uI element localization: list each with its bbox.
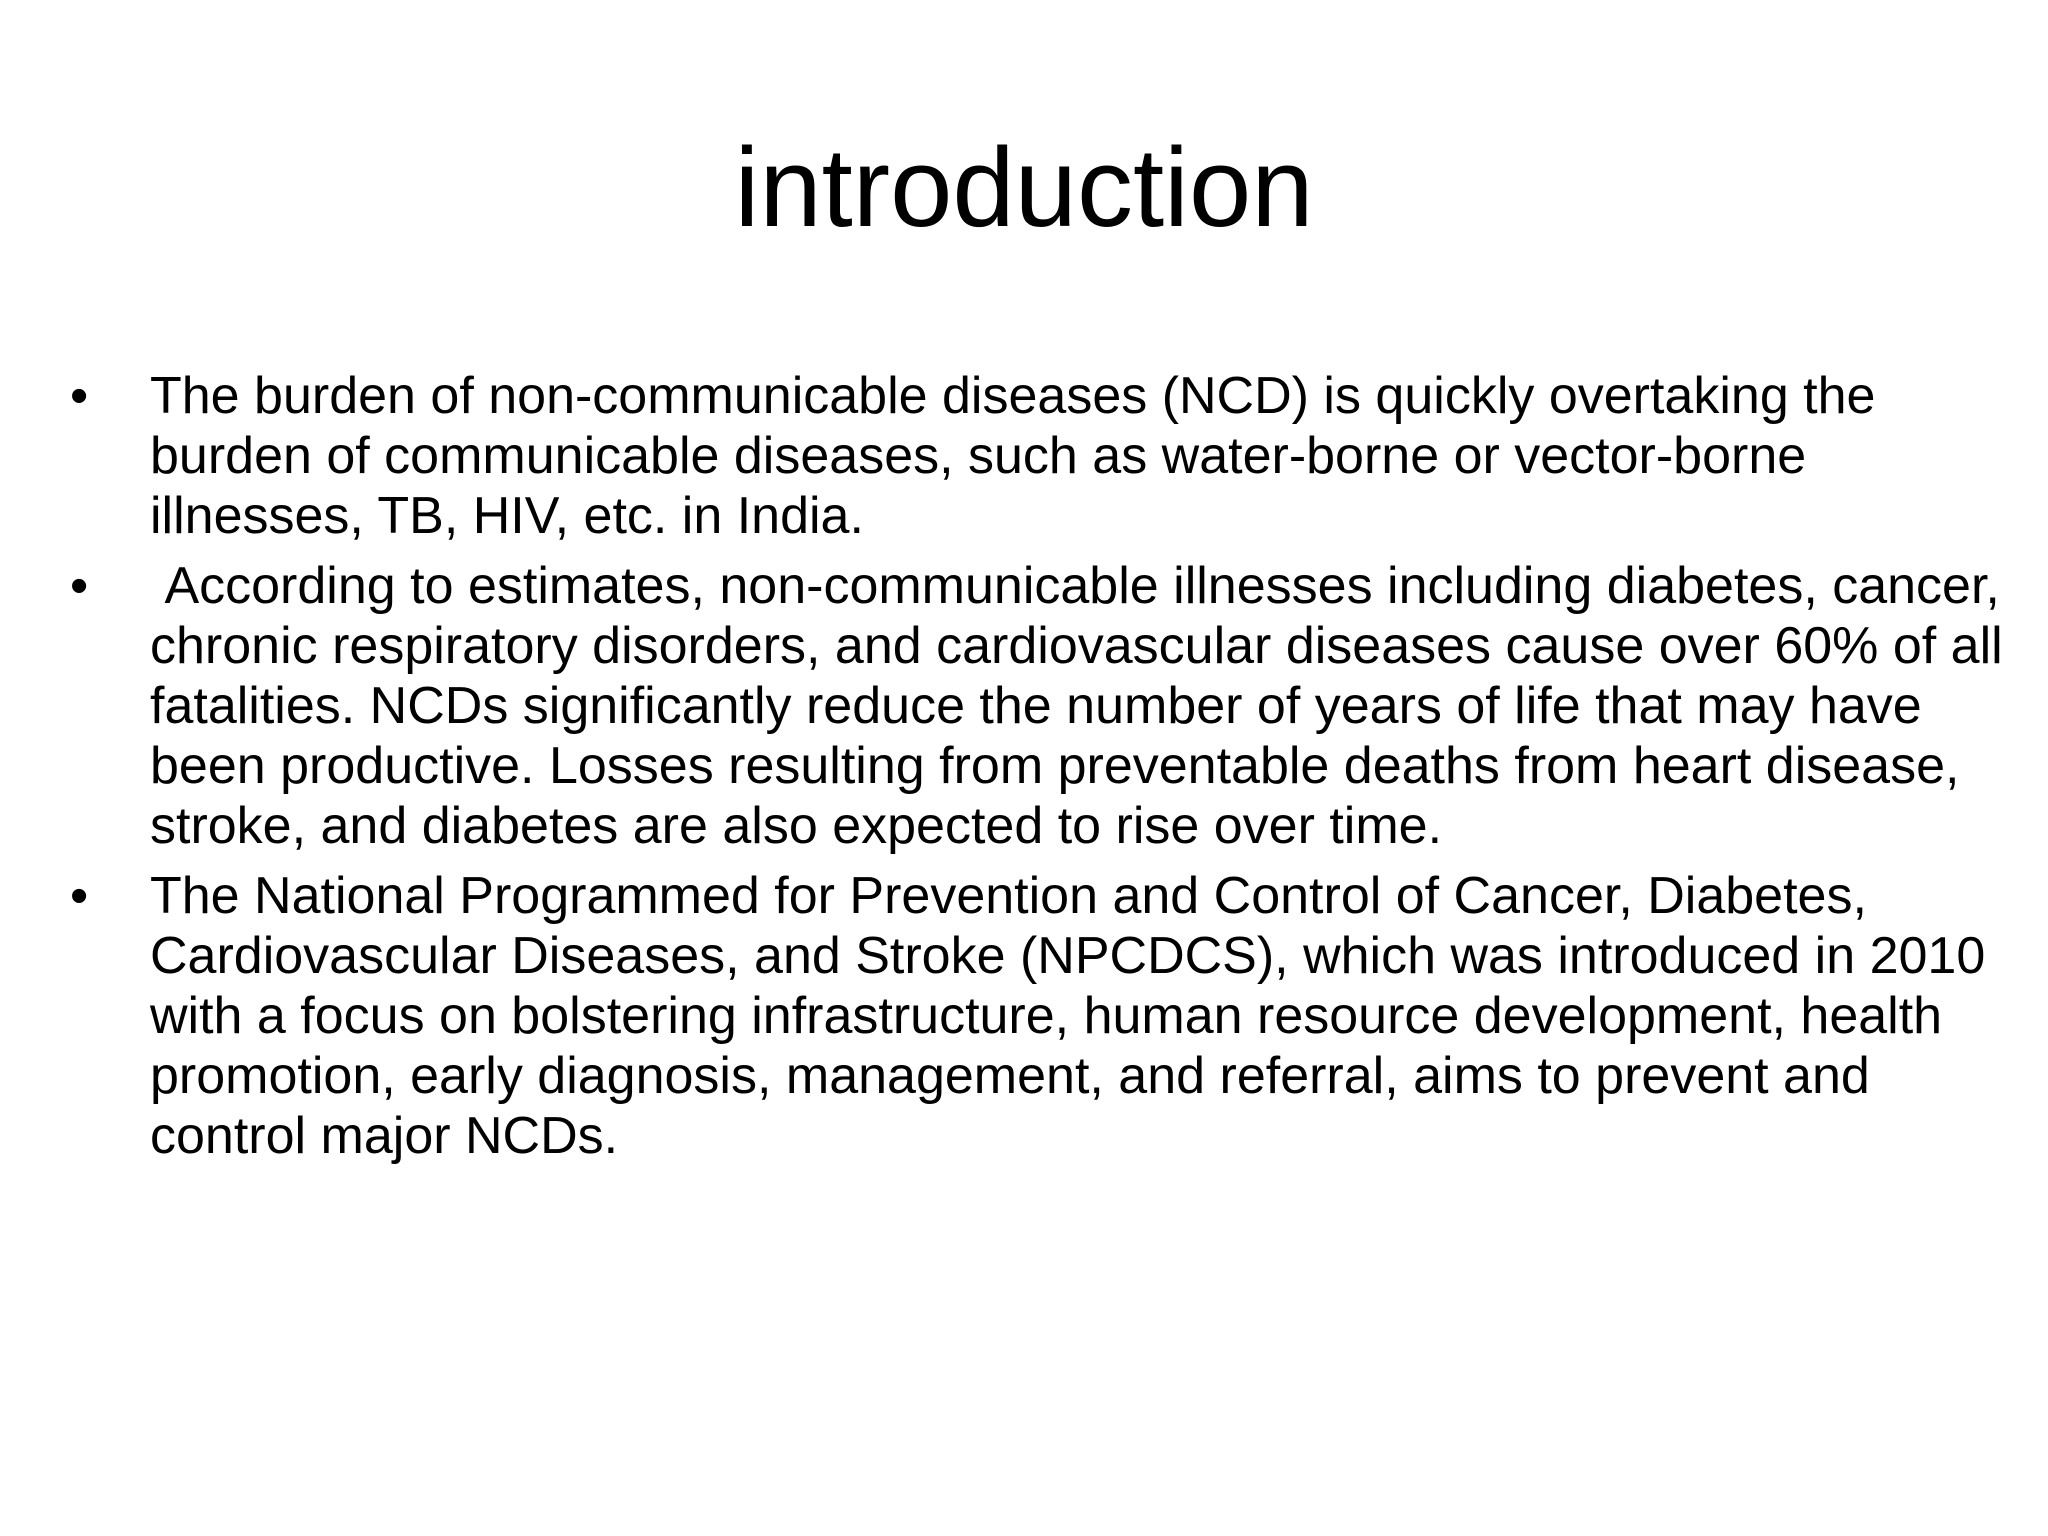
bullet-item-npcdcs	[0, 866, 2048, 1166]
bullet-text: The burden of non-communicable diseases (NCD) is quickly overtaking the burden of communicable diseases, such as water-borne or vector-borne illnesses, TB, HIV, etc. in India.	[150, 367, 1876, 545]
bullet-text: The National Programmed for Prevention and Control of Cancer, Diabetes, Cardiovascular Diseases, and Stroke (NPCDCS), which was introduced in 2010 with a focus on bolstering infrastructure, human resource development, health promotion, early diagnosis, management, and referral, aims to prevent and control major NCDs.	[150, 867, 1986, 1165]
bullet-list	[0, 366, 2048, 1176]
bullet-marker: •	[70, 867, 89, 925]
slide-title: introduction	[734, 125, 1314, 250]
bullet-item-ncd-burden	[0, 366, 2048, 546]
bullet-text: According to estimates, non-communicable illnesses including diabetes, cancer, chronic respiratory disorders, and cardiovascular diseases cause over 60% of all fatalities. NCDs significantly reduce the number of years of life that may have been productive. Losses resulting from preventable deaths from heart disease, stroke, and diabetes are also expected to rise over time.	[150, 557, 2018, 855]
bullet-marker: •	[70, 367, 89, 425]
bullet-item-ncd-estimates	[0, 556, 2048, 856]
bullet-marker: •	[70, 557, 89, 615]
